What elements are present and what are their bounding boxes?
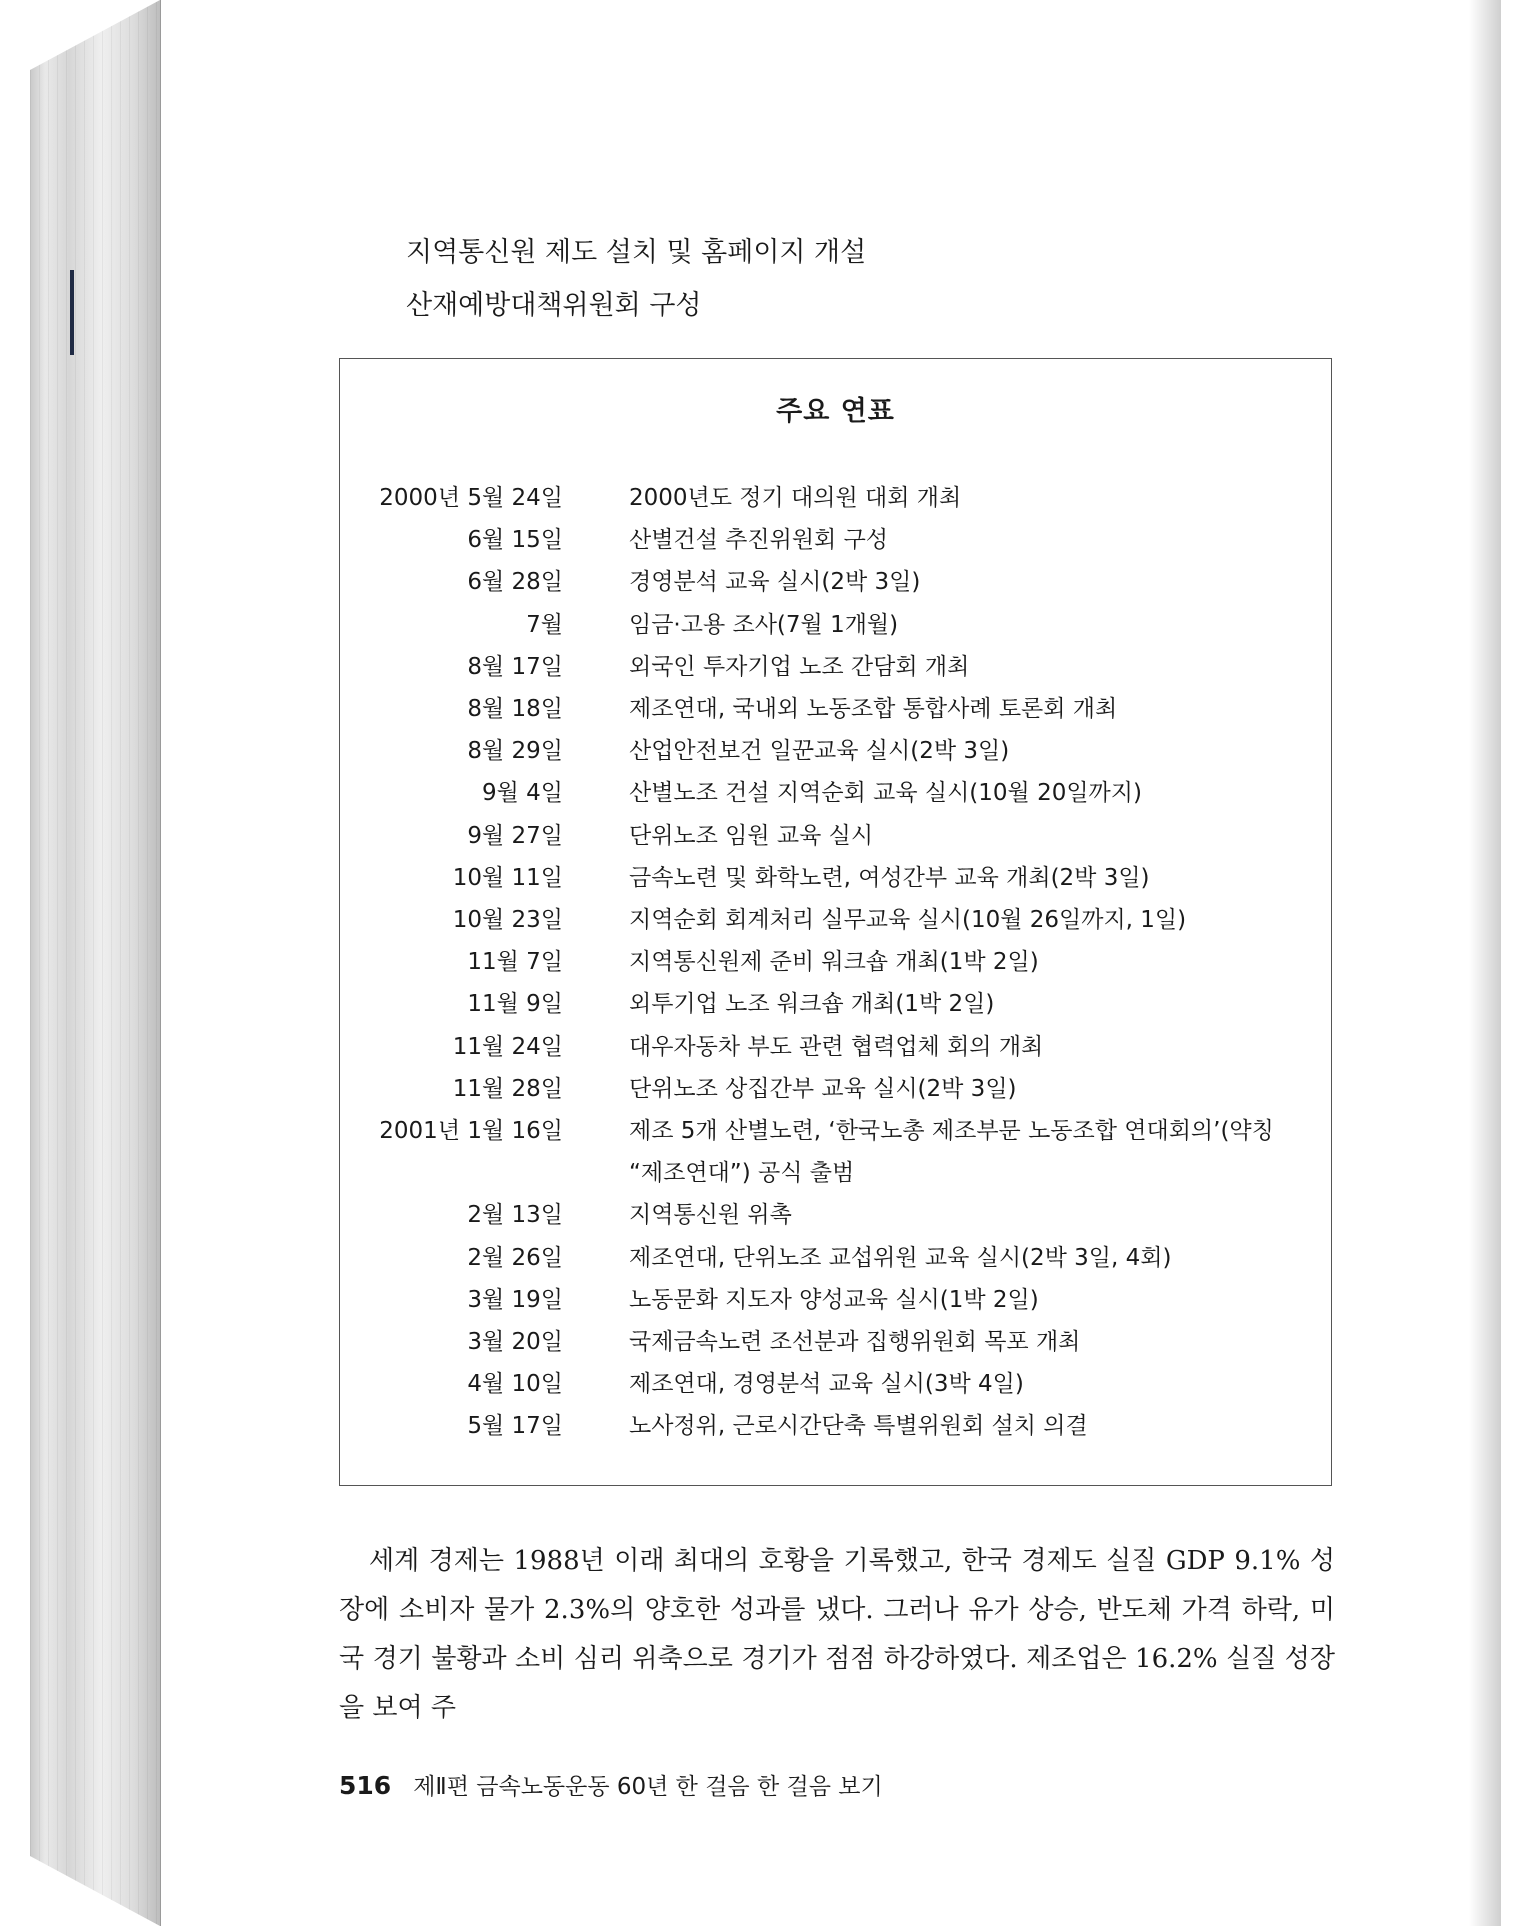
chronology-date: 8월 18일 [467,696,563,723]
chronology-date: 8월 17일 [467,653,563,680]
chronology-rows [340,477,1331,1448]
chronology-event: 2000년도 정기 대의원 대회 개최 [629,485,962,511]
chronology-event: 임금·고용 조사(7월 1개월) [629,611,899,638]
chronology-event: 대우자동차 부도 관련 협력업체 회의 개최 [629,1033,1044,1060]
chronology-row [340,646,1331,688]
chronology-row [340,1363,1331,1405]
chronology-date: 9월 27일 [467,822,563,849]
chronology-date: 9월 4일 [481,780,563,807]
chronology-date: 10월 23일 [452,907,563,934]
chronology-event: 국제금속노련 조선분과 집행위원회 목포 개최 [629,1329,1081,1356]
chronology-row [340,983,1331,1025]
chronology-row [340,519,1331,561]
chronology-date: 2000년 5월 24일 [379,485,563,511]
chronology-date: 4월 10일 [467,1371,563,1398]
chronology-event: 제조연대, 단위노조 교섭위원 교육 실시(2박 3일, 4회) [629,1244,1172,1271]
chronology-date: 3월 19일 [467,1286,563,1313]
chronology-date: 6월 15일 [467,527,563,554]
chronology-row [340,815,1331,857]
chronology-row [340,604,1331,646]
page-right-shadow [1469,0,1501,1926]
chronology-date: 8월 29일 [467,738,563,765]
chronology-date: 2월 26일 [467,1244,563,1271]
chronology-event: 노사정위, 근로시간단축 특별위원회 설치 의결 [629,1413,1088,1440]
chronology-event: 단위노조 임원 교육 실시 [629,822,874,849]
intro-line: 지역통신원 제도 설치 및 홈페이지 개설 [406,237,867,268]
chronology-date: 2001년 1월 16일 [379,1118,563,1145]
chronology-event: 노동문화 지도자 양성교육 실시(1박 2일) [629,1286,1039,1313]
chronology-event: 단위노조 상집간부 교육 실시(2박 3일) [629,1075,1017,1102]
chronology-box [339,358,1332,1486]
chronology-row [340,561,1331,603]
chronology-event: 제조연대, 국내외 노동조합 통합사례 토론회 개최 [629,696,1118,723]
chronology-row [340,1279,1331,1321]
chronology-title: 주요 연표 [776,396,895,427]
chronology-date: 3월 20일 [467,1329,563,1356]
page-footer [339,1768,883,1801]
chronology-row [340,688,1331,730]
chronology-row [340,1237,1331,1279]
chronology-date: 10월 11일 [452,864,563,891]
chronology-event: 외국인 투자기업 노조 간담회 개최 [629,653,970,680]
chronology-row [340,941,1331,983]
chronology-event: 금속노련 및 화학노련, 여성간부 교육 개최(2박 3일) [629,864,1150,891]
page-number: 516 [339,1771,392,1800]
chronology-date: 11월 7일 [467,949,563,976]
chronology-event: 지역통신원제 준비 워크숍 개최(1박 2일) [629,949,1039,976]
chronology-event: 제조 5개 산별노련, ‘한국노총 제조부문 노동조합 연대회의’(약칭 “제조연대”) 공식 출범 [629,1118,1274,1187]
chronology-date: 7월 [526,611,563,638]
chronology-event: 산별노조 건설 지역순회 교육 실시(10월 20일까지) [629,780,1142,807]
running-title: 제Ⅱ편 금속노동운동 60년 한 걸음 한 걸음 보기 [413,1774,883,1800]
chronology-date: 2월 13일 [467,1202,563,1229]
chronology-event: 외투기업 노조 워크숍 개최(1박 2일) [629,991,995,1018]
chronology-row [340,1194,1331,1236]
chronology-date: 11월 28일 [452,1075,563,1102]
chronology-row [340,1405,1331,1447]
body-paragraph: 세계 경제는 1988년 이래 최대의 호황을 기록했고, 한국 경제도 실질 GDP 9.1% 성장에 소비자 물가 2.3%의 양호한 성과를 냈다. 그러나 유가 상승, 반도체 가격 하락, 미국 경기 불황과 소비 심리 위축으로 경기가 점점 하강하였다. 제조업은 16.2% 실질 성장을 보여 주 [339,1546,1335,1723]
chronology-row [340,1068,1331,1110]
chronology-date: 6월 28일 [467,569,563,596]
chronology-date: 5월 17일 [467,1413,563,1440]
chronology-event: 지역통신원 위촉 [629,1202,792,1229]
chronology-row [340,857,1331,899]
chronology-date: 11월 24일 [452,1033,563,1060]
chronology-event: 산별건설 추진위원회 구성 [629,527,889,554]
chronology-event: 산업안전보건 일꾼교육 실시(2박 3일) [629,738,1010,765]
chronology-row [340,730,1331,772]
chronology-event: 지역순회 회계처리 실무교육 실시(10월 26일까지, 1일) [629,907,1187,934]
page-stack-lines [30,0,160,1926]
chronology-row [340,899,1331,941]
chronology-row [340,1026,1331,1068]
intro-lines [406,226,866,332]
chronology-row [340,1110,1331,1194]
chronology-row [340,1321,1331,1363]
chronology-row [340,477,1331,519]
chronology-event: 제조연대, 경영분석 교육 실시(3박 4일) [629,1371,1024,1398]
intro-line: 산재예방대책위원회 구성 [406,290,702,321]
chronology-date: 11월 9일 [467,991,563,1018]
chronology-event: 경영분석 교육 실시(2박 3일) [629,569,921,596]
chronology-row [340,772,1331,814]
